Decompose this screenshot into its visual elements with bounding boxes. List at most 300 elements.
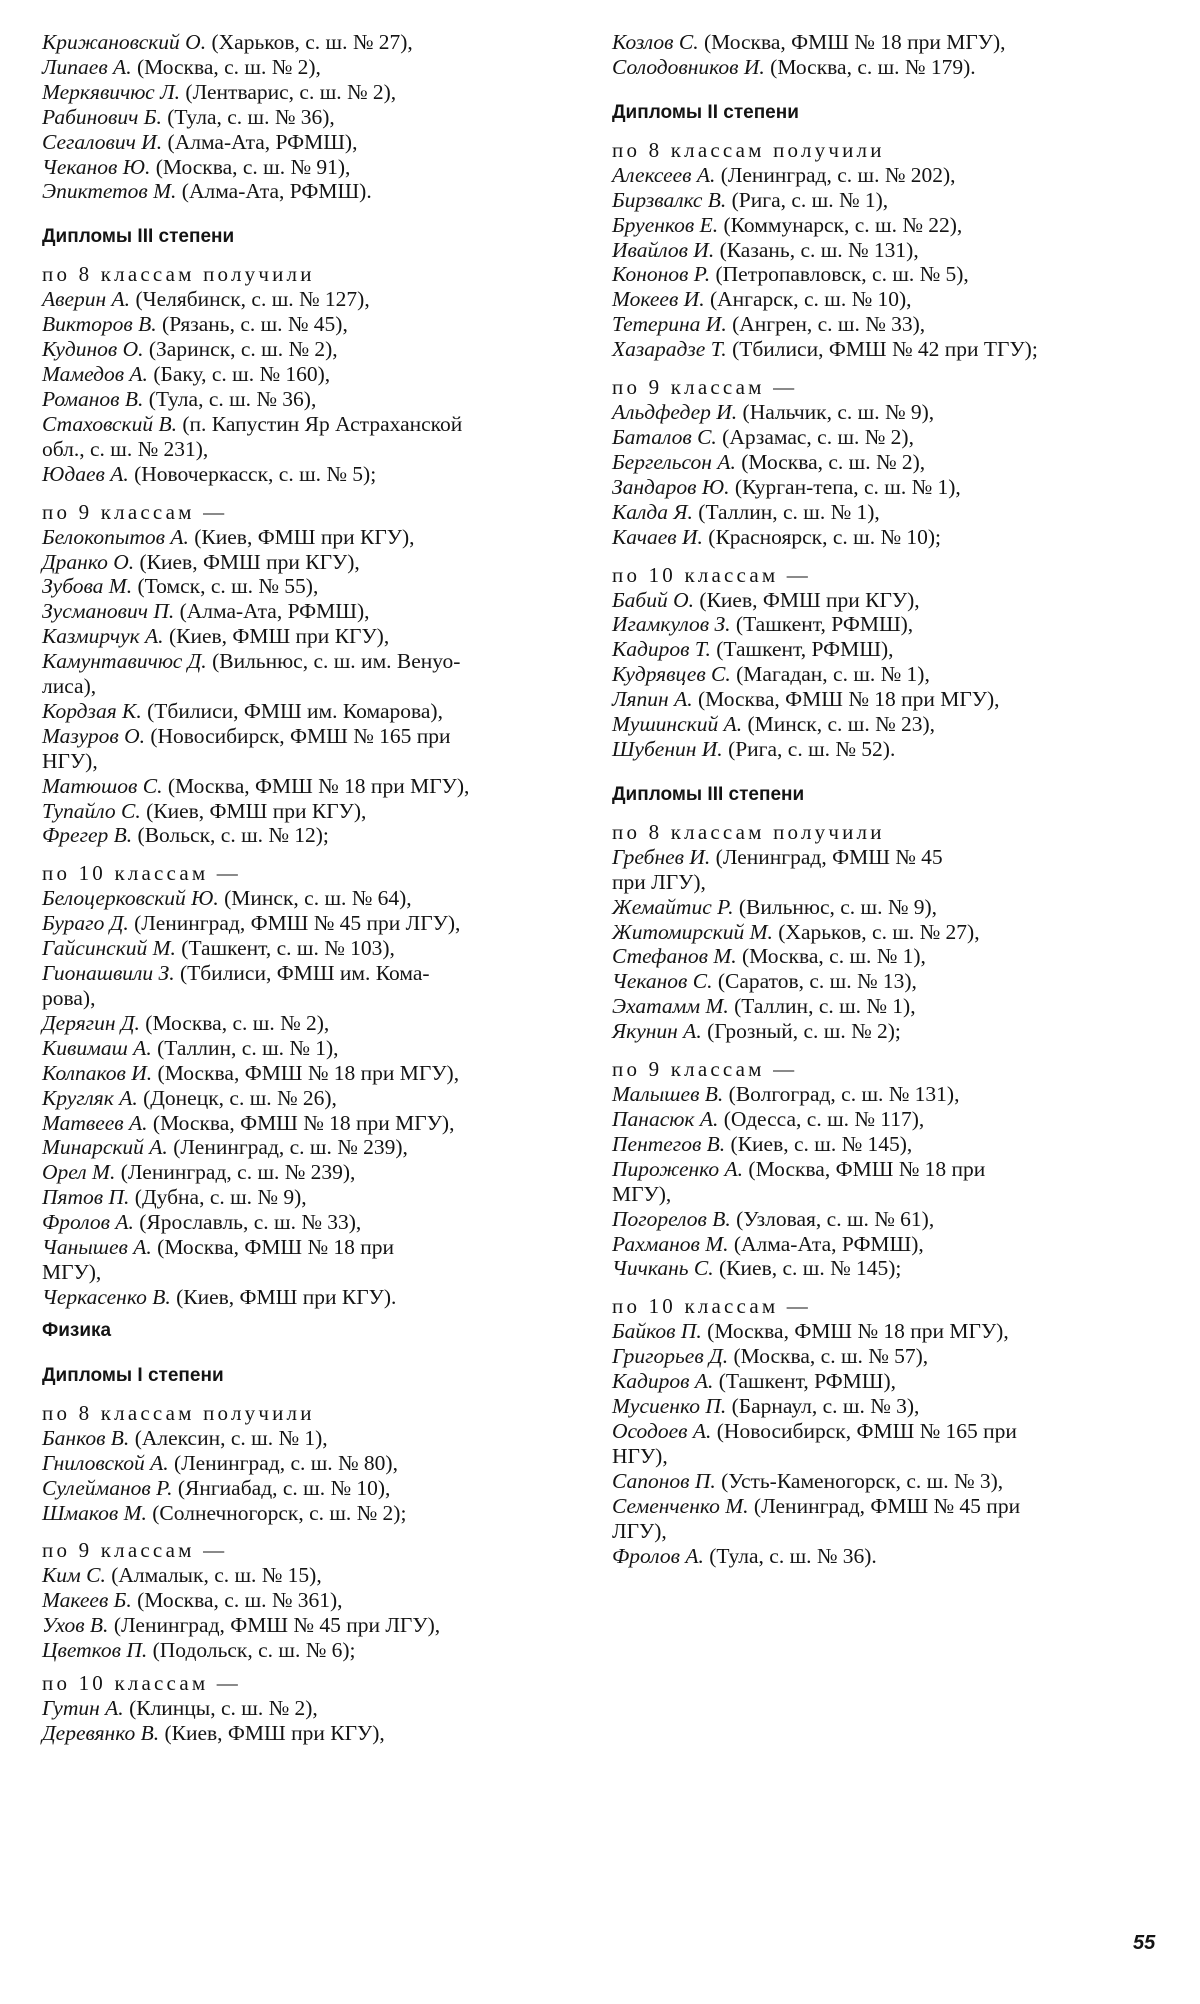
school-info: (Донецк, с. ш. № 26), <box>137 1085 337 1110</box>
list-item <box>42 724 576 749</box>
school-info: (Ташкент, РФМШ), <box>710 637 894 662</box>
list-item <box>612 1019 1146 1044</box>
winner-name: Тетерина И. <box>612 312 727 337</box>
winner-name: Кадиров Т. <box>612 637 711 662</box>
school-info: (Тула, с. ш. № 36). <box>703 1543 877 1568</box>
list-item <box>612 1207 1146 1232</box>
list-item <box>612 1519 1146 1544</box>
school-info: (Москва, с. ш. № 57), <box>728 1344 929 1369</box>
list-item <box>42 550 576 575</box>
winner-name: Сегалович И. <box>42 129 163 154</box>
list-item <box>42 1696 576 1721</box>
list-item <box>42 986 576 1011</box>
school-info: (Барнаул, с. ш. № 3), <box>726 1394 920 1419</box>
school-info: (Ярославль, с. ш. № 33), <box>133 1210 362 1235</box>
winner-name: Чеканов С. <box>612 969 713 994</box>
grade-subheading: по 8 классам получили <box>612 819 885 844</box>
school-info: (Алма-Ата, РФМШ). <box>176 179 372 204</box>
spacer <box>42 204 576 224</box>
school-info: (Ленинград, ФМШ № 45 при <box>748 1493 1021 1518</box>
section-heading: Дипломы III степени <box>42 226 235 248</box>
school-info: (Новосибирск, ФМШ № 165 при <box>711 1418 1017 1443</box>
list-item <box>42 674 576 699</box>
winner-name: Бруенков Е. <box>612 212 719 237</box>
school-info: (Москва, с. ш. № 1), <box>736 944 926 969</box>
school-info: (Москва, с. ш. № 361), <box>131 1588 343 1613</box>
winner-name: Аверин А. <box>42 287 131 312</box>
winner-name: Фролов А. <box>42 1210 134 1235</box>
list-item <box>42 823 576 848</box>
list-item <box>42 649 576 674</box>
list-item <box>612 870 1146 895</box>
spacer <box>612 1044 1146 1057</box>
list-item <box>42 1210 576 1235</box>
school-info: (Москва, ФМШ № 18 при МГУ), <box>162 773 470 798</box>
list-item <box>42 799 576 824</box>
list-item <box>42 961 576 986</box>
winner-name: Житомирский М. <box>612 919 773 944</box>
list-item <box>42 525 576 550</box>
list-item <box>42 312 576 337</box>
school-info: (Москва, ФМШ № 18 при МГУ), <box>698 30 1006 54</box>
school-info: (Ленинград, ФМШ № 45 при ЛГУ), <box>128 911 461 936</box>
school-info: (Алмалык, с. ш. № 15), <box>105 1563 322 1588</box>
spacer <box>42 249 576 262</box>
school-info: (Подольск, с. ш. № 6); <box>147 1638 356 1663</box>
list-item <box>612 845 1146 870</box>
school-info: (Москва, ФМШ № 18 при <box>151 1235 395 1260</box>
list-item <box>612 337 1146 362</box>
school-info: лиса), <box>42 674 97 699</box>
spacer <box>612 807 1146 820</box>
school-info: (Клинцы, с. ш. № 2), <box>123 1696 318 1721</box>
list-item <box>612 450 1146 475</box>
list-item <box>612 1232 1146 1257</box>
winner-name: Минарский А. <box>42 1135 168 1160</box>
list-item <box>612 425 1146 450</box>
list-item <box>612 637 1146 662</box>
school-info: МГУ), <box>612 1181 672 1206</box>
list-item <box>612 1369 1146 1394</box>
list-item <box>42 1235 576 1260</box>
school-info: (Москва, ФМШ № 18 при МГУ), <box>701 1319 1009 1344</box>
list-item <box>612 163 1146 188</box>
school-info: рова), <box>42 986 96 1010</box>
winner-name: Банков В. <box>42 1425 130 1450</box>
school-info: (Томск, с. ш. № 55), <box>132 574 319 599</box>
school-info: (Таллин, с. ш. № 1), <box>151 1035 339 1060</box>
list-item <box>42 462 576 487</box>
list-item <box>612 500 1146 525</box>
spacer <box>612 362 1146 375</box>
school-info: (Алма-Ата, РФМШ), <box>728 1231 924 1256</box>
list-item <box>42 1086 576 1111</box>
list-item <box>42 1563 576 1588</box>
winner-name: Шубенин И. <box>612 736 723 761</box>
school-info: (Баку, с. ш. № 160), <box>147 362 331 387</box>
list-item <box>42 1588 576 1613</box>
winner-name: Тупайло С. <box>42 798 141 823</box>
winner-name: Пятов П. <box>42 1185 130 1210</box>
school-info: НГУ), <box>42 748 98 773</box>
school-info: (Новочеркасск, с. ш. № 5); <box>128 461 377 486</box>
winner-name: Колпаков И. <box>42 1060 153 1085</box>
list-item <box>42 1260 576 1285</box>
winner-name: Мамедов А. <box>42 362 148 387</box>
list-item <box>612 213 1146 238</box>
school-info: обл., с. ш. № 231), <box>42 436 209 461</box>
list-item <box>42 1451 576 1476</box>
winner-name: Чичкань С. <box>612 1256 714 1281</box>
list-item <box>612 920 1146 945</box>
list-item <box>42 1613 576 1638</box>
winner-name: Казмирчук А. <box>42 624 164 649</box>
winner-name: Бергельсон А. <box>612 449 736 474</box>
winner-name: Кругляк А. <box>42 1085 138 1110</box>
winner-name: Погорелов В. <box>612 1206 731 1231</box>
winner-name: Бабий О. <box>612 587 695 612</box>
school-info: (Волгоград, с. ш. № 131), <box>723 1082 960 1107</box>
spacer <box>42 487 576 500</box>
school-info: (Курган-тепа, с. ш. № 1), <box>729 474 961 499</box>
winner-name: Липаев А. <box>42 54 132 79</box>
list-item <box>42 179 576 204</box>
winner-name: Дерягин Д. <box>42 1010 140 1035</box>
winner-name: Кадиров А. <box>612 1369 714 1394</box>
school-info: (Киев, ФМШ при КГУ), <box>134 549 360 574</box>
winner-name: Панасюк А. <box>612 1107 719 1131</box>
grade-subheading: по 8 классам получили <box>612 137 885 162</box>
list-item <box>612 612 1146 637</box>
winner-name: Жемайтис Р. <box>612 894 734 919</box>
list-item <box>42 599 576 624</box>
school-info: (Киев, с. ш. № 145); <box>713 1256 902 1281</box>
school-info: (Усть-Каменогорск, с. ш. № 3), <box>715 1468 1004 1493</box>
school-info: (Челябинск, с. ш. № 127), <box>130 287 370 312</box>
school-info: (Тбилиси, ФМШ им. Комарова), <box>141 698 443 723</box>
school-info: (Коммунарск, с. ш. № 22), <box>718 212 963 237</box>
winner-name: Деревянко В. <box>42 1720 160 1745</box>
school-info: (Москва, с. ш. № 179). <box>764 54 976 79</box>
school-info: (Рязань, с. ш. № 45), <box>156 312 348 337</box>
grade-subheading: по 9 классам — <box>42 499 228 524</box>
winner-name: Осодоев А. <box>612 1418 712 1443</box>
school-info: (Ленинград, ФМШ № 45 <box>710 844 943 869</box>
winner-name: Цветков П. <box>42 1638 148 1663</box>
list-item <box>612 662 1146 687</box>
section-heading: Дипломы II степени <box>612 101 799 123</box>
list-item <box>42 387 576 412</box>
list-item <box>42 699 576 724</box>
list-item <box>612 525 1146 550</box>
winner-name: Игамкулов З. <box>612 612 731 637</box>
grade-subheading: по 9 классам — <box>42 1538 228 1563</box>
school-info: (Москва, с. ш. № 2), <box>139 1010 330 1035</box>
winner-name: Чеканов Ю. <box>42 154 151 179</box>
list-item <box>612 944 1146 969</box>
school-info: (Минск, с. ш. № 64), <box>218 886 412 911</box>
winner-name: Баталов С. <box>612 424 717 449</box>
page-number: 55 <box>1133 1932 1156 1954</box>
school-info: (Ленинград, с. ш. № 239), <box>167 1135 408 1160</box>
winner-name: Фролов А. <box>612 1543 704 1568</box>
school-info: (Киев, с. ш. № 145), <box>725 1131 913 1156</box>
school-info: (Заринск, с. ш. № 2), <box>143 337 338 362</box>
winner-name: Ухов В. <box>42 1613 109 1638</box>
school-info: (Магадан, с. ш. № 1), <box>730 662 930 687</box>
school-info: (Москва, ФМШ № 18 при МГУ), <box>152 1060 460 1085</box>
list-item <box>42 412 576 437</box>
winner-name: Мусиенко П. <box>612 1394 727 1419</box>
school-info: (Москва, с. ш. № 91), <box>150 154 351 179</box>
spacer <box>42 1343 576 1363</box>
list-item <box>42 130 576 155</box>
list-item <box>612 1182 1146 1207</box>
list-item <box>612 262 1146 287</box>
winner-name: Камунтавичюс Д. <box>42 649 207 674</box>
school-info: НГУ), <box>612 1443 668 1468</box>
winner-name: Эпиктетов М. <box>42 179 177 204</box>
list-item <box>42 936 576 961</box>
spacer <box>612 1281 1146 1294</box>
winner-name: Пентегов В. <box>612 1131 726 1156</box>
spacer <box>612 80 1146 100</box>
grade-subheading: по 9 классам — <box>612 375 798 400</box>
school-info: (Таллин, с. ш. № 1), <box>692 499 880 524</box>
list-item <box>42 287 576 312</box>
winner-name: Рахманов М. <box>612 1231 729 1256</box>
list-item <box>612 588 1146 613</box>
school-info: (Грозный, с. ш. № 2); <box>701 1019 901 1044</box>
winner-name: Матвеев А. <box>42 1110 148 1135</box>
list-item <box>612 1494 1146 1519</box>
winner-name: Крижановский О. <box>42 30 207 54</box>
list-item <box>42 624 576 649</box>
list-item <box>612 55 1146 80</box>
list-item <box>612 287 1146 312</box>
list-item <box>42 105 576 130</box>
spacer <box>612 762 1146 782</box>
list-item <box>42 1476 576 1501</box>
school-info: (Москва, ФМШ № 18 при МГУ), <box>147 1110 455 1135</box>
winner-name: Байков П. <box>612 1319 702 1344</box>
winner-name: Орел М. <box>42 1160 116 1185</box>
winner-name: Зубова М. <box>42 574 133 599</box>
winner-name: Матюшов С. <box>42 773 163 798</box>
winner-name: Макеев Б. <box>42 1588 132 1613</box>
school-info: (Тбилиси, ФМШ им. Кома- <box>174 961 430 986</box>
school-info: (Тбилиси, ФМШ № 42 при ТГУ); <box>726 337 1038 362</box>
winner-name: Сулейманов Р. <box>42 1475 173 1500</box>
list-item <box>42 55 576 80</box>
spacer <box>612 550 1146 563</box>
winner-name: Бураго Д. <box>42 911 129 936</box>
school-info: (Москва, ФМШ № 18 при <box>743 1156 986 1181</box>
school-info: (Тула, с. ш. № 36), <box>161 104 335 129</box>
school-info: (Алма-Ата, РФМШ), <box>162 129 358 154</box>
list-item <box>42 1426 576 1451</box>
school-info: (Алма-Ата, РФМШ), <box>174 599 370 624</box>
winner-name: Гайсинский М. <box>42 936 176 961</box>
school-info: при ЛГУ), <box>612 869 706 894</box>
list-item <box>42 1185 576 1210</box>
list-item <box>612 712 1146 737</box>
list-item <box>42 1638 576 1663</box>
winner-name: Гребнев И. <box>612 844 711 869</box>
list-item <box>42 749 576 774</box>
section-heading: Физика <box>42 1319 112 1341</box>
list-item <box>612 994 1146 1019</box>
school-info: (Янгиабад, с. ш. № 10), <box>172 1475 391 1500</box>
list-item <box>42 1036 576 1061</box>
list-item <box>612 1544 1146 1569</box>
section-heading: Дипломы I степени <box>42 1364 224 1386</box>
list-item <box>612 1132 1146 1157</box>
winner-name: Юдаев А. <box>42 461 129 486</box>
winner-name: Рабинович Б. <box>42 104 162 129</box>
school-info: (Ленинград, ФМШ № 45 при ЛГУ), <box>108 1613 441 1638</box>
list-item <box>42 437 576 462</box>
winner-name: Викторов В. <box>42 312 157 337</box>
school-info: (Москва, с. ш. № 2), <box>735 449 926 474</box>
winner-name: Калда Я. <box>612 499 693 524</box>
winner-name: Альдфедер И. <box>612 400 738 425</box>
list-item <box>612 895 1146 920</box>
list-item <box>612 238 1146 263</box>
list-item <box>612 969 1146 994</box>
winner-name: Гниловской А. <box>42 1450 169 1475</box>
winner-name: Меркявичюс Л. <box>42 79 181 104</box>
winner-name: Черкасенко В. <box>42 1284 171 1309</box>
school-info: (Вильнюс, с. ш. им. Венуо- <box>206 649 461 674</box>
winner-name: Кордзая К. <box>42 698 142 723</box>
school-info: (Вильнюс, с. ш. № 9), <box>733 894 938 919</box>
winner-name: Чанышев А. <box>42 1235 152 1260</box>
school-info: (Алексин, с. ш. № 1), <box>129 1425 328 1450</box>
list-item <box>42 774 576 799</box>
winner-name: Кудрявцев С. <box>612 662 731 687</box>
school-info: (Рига, с. ш. № 52). <box>722 736 896 761</box>
winner-name: Семенченко М. <box>612 1493 749 1518</box>
list-item <box>612 1157 1146 1182</box>
winner-name: Эхатамм М. <box>612 994 729 1019</box>
school-info: (Киев, ФМШ при КГУ). <box>170 1284 397 1309</box>
winner-name: Зандаров Ю. <box>612 474 730 499</box>
winner-name: Якунин А. <box>612 1019 702 1044</box>
school-info: (Ленинград, с. ш. № 80), <box>168 1450 398 1475</box>
list-item <box>612 1419 1146 1444</box>
spacer <box>42 1388 576 1401</box>
list-item <box>42 1061 576 1086</box>
list-item <box>612 1256 1146 1281</box>
school-info: (Саратов, с. ш. № 13), <box>712 969 917 994</box>
list-item <box>42 155 576 180</box>
school-info: (Минск, с. ш. № 23), <box>742 712 936 737</box>
winner-name: Ким С. <box>42 1563 106 1588</box>
spacer <box>42 848 576 861</box>
winner-name: Ивайлов И. <box>612 237 715 262</box>
winner-name: Сапонов П. <box>612 1468 716 1493</box>
list-item <box>612 475 1146 500</box>
winner-name: Стаховский В. <box>42 411 177 436</box>
winner-name: Дранко О. <box>42 549 135 574</box>
school-info: (Новосибирск, ФМШ № 165 при <box>144 723 451 748</box>
spacer <box>42 1310 576 1318</box>
winner-name: Белокопытов А. <box>42 524 189 549</box>
winner-name: Хазарадзе Т. <box>612 337 727 362</box>
school-info: (Тула, с. ш. № 36), <box>143 386 317 411</box>
winner-name: Пироженко А. <box>612 1156 744 1181</box>
list-item <box>42 362 576 387</box>
winner-name: Мокеев И. <box>612 287 705 312</box>
winner-name: Бирзвалкс В. <box>612 187 727 212</box>
school-info: (Вольск, с. ш. № 12); <box>132 823 329 848</box>
list-item <box>42 337 576 362</box>
winner-name: Белоцерковский Ю. <box>42 886 219 911</box>
list-item <box>42 1721 576 1746</box>
grade-subheading: по 10 классам — <box>42 861 241 886</box>
winner-name: Григорьев Д. <box>612 1344 729 1369</box>
school-info: (Арзамас, с. ш. № 2), <box>716 424 914 449</box>
list-item <box>42 1111 576 1136</box>
winner-name: Зусманович П. <box>42 599 175 624</box>
winner-name: Солодовников И. <box>612 54 765 79</box>
winner-name: Романов В. <box>42 386 144 411</box>
winner-name: Шмаков М. <box>42 1500 147 1525</box>
winner-name: Кивимаш А. <box>42 1035 152 1060</box>
list-item <box>42 1501 576 1526</box>
winner-name: Алексеев А. <box>612 162 716 187</box>
school-info: (Киев, ФМШ при КГУ), <box>159 1720 385 1745</box>
list-item <box>42 574 576 599</box>
list-item <box>42 1135 576 1160</box>
list-item <box>42 80 576 105</box>
school-info: (Рига, с. ш. № 1), <box>726 187 889 212</box>
school-info: (Москва, с. ш. № 2), <box>131 54 321 79</box>
winner-name: Малышев В. <box>612 1082 724 1107</box>
list-item <box>612 1107 1146 1132</box>
list-item <box>612 400 1146 425</box>
grade-subheading: по 9 классам — <box>612 1057 798 1082</box>
list-item <box>612 687 1146 712</box>
winner-name: Мазуров О. <box>42 723 145 748</box>
school-info: (Ленинград, с. ш. № 239), <box>115 1160 356 1185</box>
list-item <box>612 312 1146 337</box>
school-info: (Ташкент, РФМШ), <box>713 1369 897 1394</box>
winner-name: Мушинский А. <box>612 712 743 737</box>
school-info: (Ташкент, с. ш. № 103), <box>175 936 395 961</box>
school-info: (Киев, ФМШ при КГУ), <box>163 624 390 649</box>
list-item <box>612 1469 1146 1494</box>
school-info: (Казань, с. ш. № 131), <box>714 237 919 262</box>
winner-name: Качаев И. <box>612 524 703 549</box>
school-info: (Москва, ФМШ № 18 при МГУ), <box>692 687 1000 712</box>
list-item <box>612 1444 1146 1469</box>
grade-subheading: по 10 классам — <box>42 1671 241 1696</box>
list-item <box>42 30 576 55</box>
winner-name: Кудинов О. <box>42 337 144 362</box>
list-item <box>612 30 1146 55</box>
list-item <box>612 1394 1146 1419</box>
school-info: (Нальчик, с. ш. № 9), <box>737 400 935 425</box>
list-item <box>42 1160 576 1185</box>
list-item <box>612 737 1146 762</box>
right-column <box>612 30 1146 1568</box>
list-item <box>42 1011 576 1036</box>
winner-name: Гутин А. <box>42 1696 124 1721</box>
school-info: (Узловая, с. ш. № 61), <box>730 1206 935 1231</box>
winner-name: Кононов Р. <box>612 262 711 287</box>
